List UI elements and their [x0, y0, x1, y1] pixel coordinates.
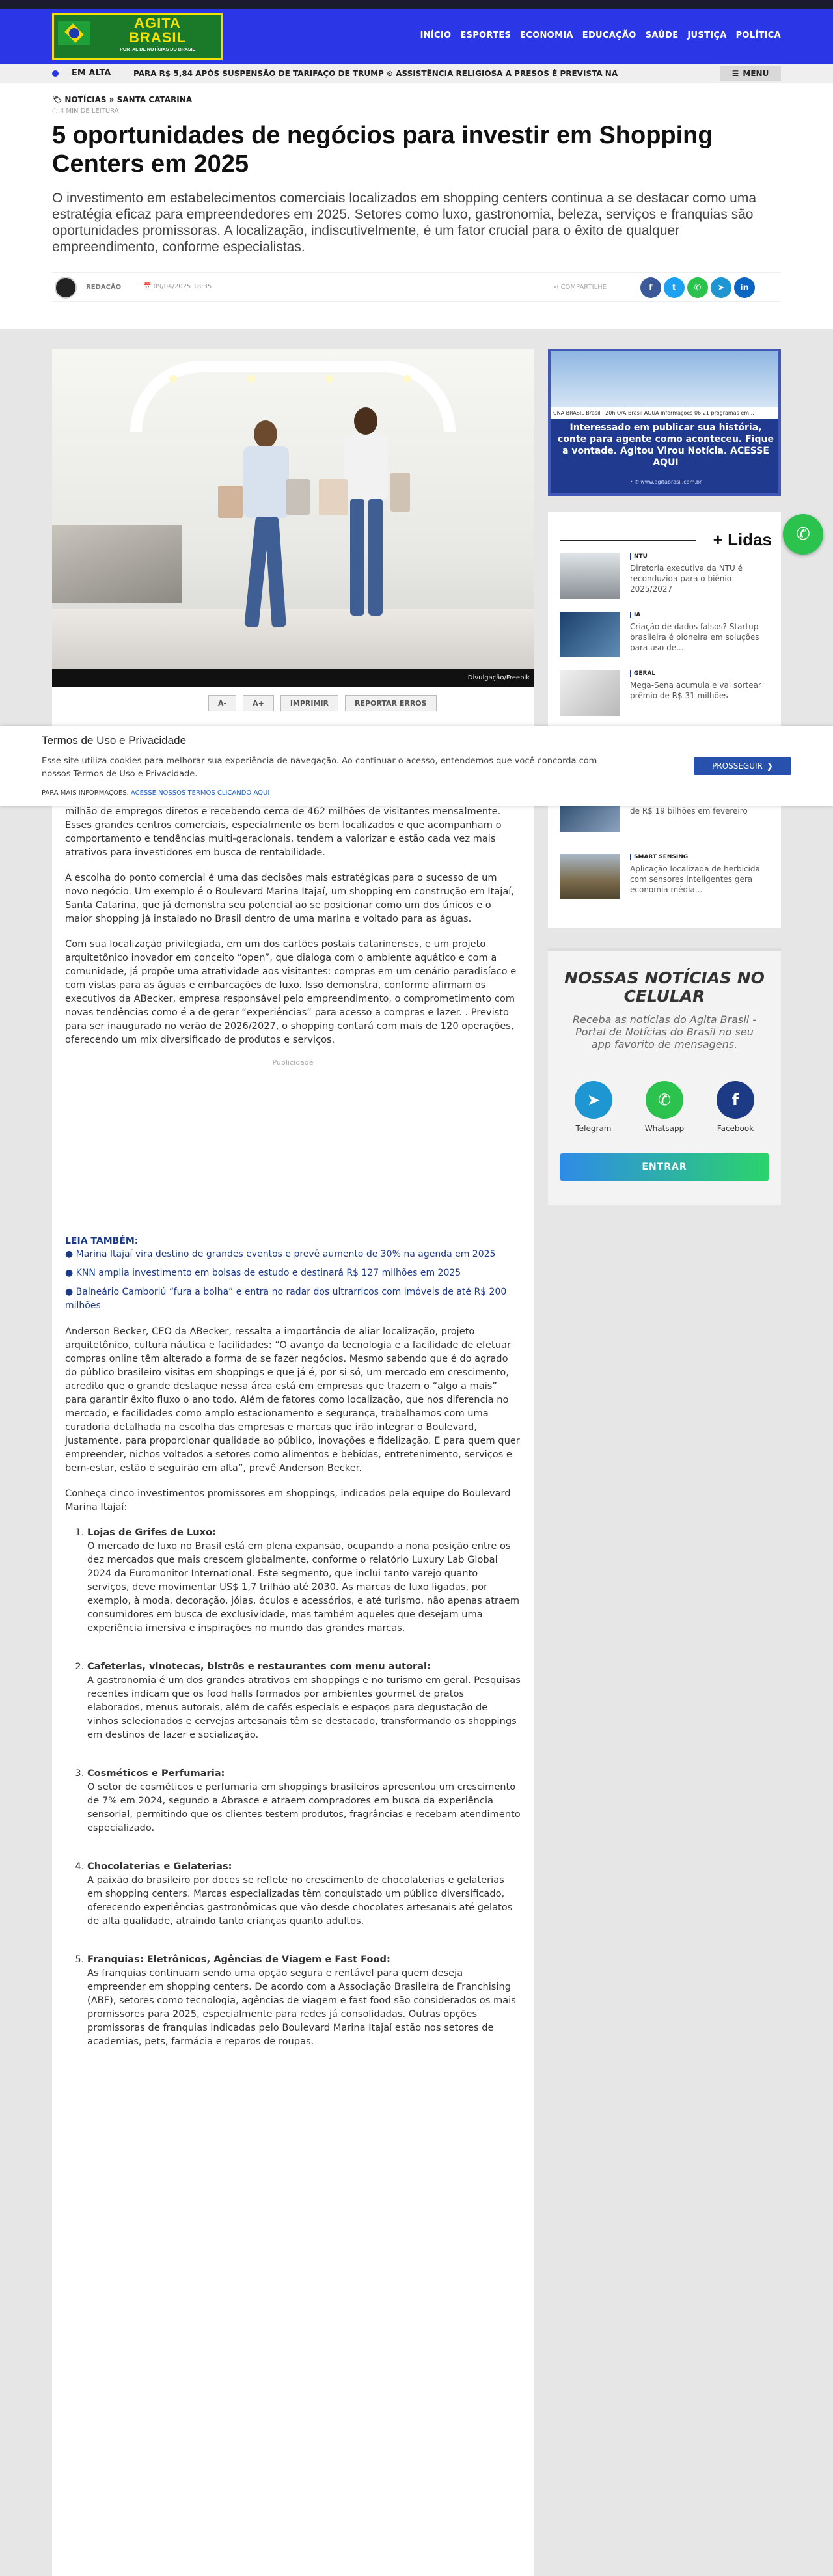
share-label — [553, 284, 607, 291]
mobile-widget-text: Receba as notícias do Agita Brasil - Portal de Notícias do Brasil no seu app favorito de mensagens. — [572, 1013, 757, 1050]
clock-icon: ◷ — [52, 107, 58, 115]
list-item — [87, 1766, 521, 1835]
most-read-title: + Lidas — [713, 530, 772, 549]
article-paragraph: Com sua localização privilegiada, em um dos cartões postais catarinenses, e um projeto arquitetônico inovador em conceito “open”, que dialoga com o ambiente aquático e com a comunidade, já propõe uma atratividade aos visitantes: compras em um cenário paradisíaco e com vistas para as águas e embarcações de luxo. Isso demonstra, conforme afirmam os executivos da ABecker, empresa responsável pelo empreendimento, o comprometimento com novas tendências como é a de gerar “experiências” para acesso a compras e lazer. . Previsto para ser inaugurado no verão de 2026/2027, o shopping contará com mais de 120 operações, oferecendo um mix diversificado de produtos e serviços. — [65, 939, 517, 1045]
related-link[interactable]: ● KNN amplia investimento em bolsas de estudo e destinará R$ 127 milhões em 2025 — [65, 1267, 521, 1280]
avatar — [55, 277, 77, 299]
news-thumbnail — [560, 670, 620, 716]
list-item-text: A gastronomia é um dos grandes atrativos em shoppings e no turismo em geral. Pesquisas recentes indicam que os food halls formados por ambientes gourmet de pratos elaborados, menus autorais, além de cafés especiais e espaços para degustação de vinhos selecionados e cervejas artesanais têm se destacado, transformando os shoppings em destinos de lazer e socialização. — [87, 1675, 521, 1740]
sidebar-ad-banner[interactable] — [548, 349, 781, 496]
whatsapp-label: Whatsapp — [644, 1124, 685, 1133]
most-read-item[interactable] — [560, 612, 769, 664]
photo-caption-bar — [52, 669, 534, 687]
telegram-share-icon[interactable]: ➤ — [711, 277, 731, 298]
photo-lamp — [247, 375, 255, 383]
list-item-text: As franquias continuam sendo uma opção segura e rentável para quem deseja empreender em shopping centers. De acordo com a Associação Brasileira de Franchising (ABF), setores como tecnologia, agências de viagem e fast food são considerados os mais promissores para 2025, especialmente para redes já consolidadas. Outras opções promissoras de franquias indicadas pelo Boulevard Marina Itajaí estão nos setores de academias, pets, farmácia e reparos de roupas. — [87, 1967, 516, 2047]
photo-bag — [390, 473, 410, 512]
author-bar — [52, 272, 781, 302]
cookie-banner — [0, 726, 833, 806]
news-title: Criação de dados falsos? Startup brasileira é pioneira em soluções para uso de... — [630, 622, 759, 652]
most-read-item[interactable] — [560, 553, 769, 605]
publish-date — [143, 283, 212, 290]
cookie-terms-link[interactable]: ACESSE NOSSOS TERMOS CLICANDO AQUI — [130, 789, 270, 797]
nav-item-educacao[interactable]: EDUCAÇÃO — [582, 31, 636, 40]
article-photo — [52, 349, 534, 687]
list-item-title: 4. Chocolaterias e Gelaterias: — [87, 1861, 232, 1872]
news-title: Aplicação localizada de herbicida com sensores inteligentes gera economia média... — [630, 864, 760, 894]
twitter-share-icon[interactable]: t — [664, 277, 685, 298]
whatsapp-icon: ✆ — [796, 525, 810, 544]
news-title: de R$ 19 bilhões em fevereiro — [630, 806, 748, 815]
news-category: GERAL — [630, 670, 655, 677]
share-label-text: COMPARTILHE — [560, 284, 607, 291]
page-title: 5 oportunidades de negócios para investir em Shopping Centers em 2025 — [52, 122, 713, 178]
ticker-text[interactable]: PARA R$ 5,84 APÓS SUSPENSÃO DE TARIFAÇO DE TRUMP ⊙ ASSISTÊNCIA RELIGIOSA A PRESOS É PREVISTA NA — [133, 69, 618, 78]
article-tools — [208, 695, 437, 711]
list-item-title: 1. Lojas de Grifes de Luxo: — [87, 1527, 216, 1538]
article-main — [52, 349, 534, 2576]
news-thumbnail — [560, 854, 620, 899]
facebook-label: Facebook — [717, 1124, 754, 1133]
most-read-item[interactable] — [560, 854, 769, 906]
nav-item-politica[interactable]: POLÍTICA — [735, 31, 781, 40]
cookie-more — [42, 789, 269, 797]
article-paragraph: milhão de empregos diretos e recebendo cerca de 462 milhões de visitantes mensalmente. Esses grandes centros comerciais, especialmente os bem localizados e que acompanham o comportamento e tendências multi-geracionais, tendem a valorizar e estão cada vez mais atrativos para investidores em busca de rentabilidade. — [65, 806, 502, 858]
facebook-share-icon[interactable]: f — [640, 277, 661, 298]
nav-item-esportes[interactable]: ESPORTES — [460, 31, 512, 40]
publish-date-label: 09/04/2025 18:35 — [153, 283, 212, 290]
hamburger-icon: ☰ — [731, 69, 739, 78]
related-heading: LEIA TAMBÉM: — [65, 1236, 139, 1246]
list-item — [87, 1660, 521, 1742]
photo-caption: Divulgação/Freepik — [467, 674, 530, 681]
news-thumbnail — [560, 612, 620, 657]
facebook-icon: f — [717, 1081, 754, 1119]
breadcrumb-separator: » — [109, 95, 115, 104]
news-ticker — [0, 64, 833, 83]
tag-icon: 🏷 — [52, 95, 62, 104]
divider — [560, 540, 696, 541]
list-item-text: O mercado de luxo no Brasil está em plena expansão, ocupando a nona posição entre os dez mercados que mais crescem globalmente, conforme o relatório Luxury Lab Global 2024 da Euromonitor International. Este segmento, que inclui tanto varejo quanto serviços, deve movimentar US$ 1,7 trilhão até 2030. As marcas de luxo ligadas, por exemplo, à moda, decoração, jóias, óculos e acessórios, e até turismo, não apenas atraem consumidores em busca de exclusividade, mas também aqueles que desejam uma experiência imersiva e inspirações no mundo das grandes marcas. — [87, 1541, 520, 1634]
list-item-title: 2. Cafeterias, vinotecas, bistrôs e restaurantes com menu autoral: — [87, 1661, 431, 1672]
related-links — [65, 1236, 521, 1313]
live-dot-icon — [52, 70, 59, 77]
font-decrease-button[interactable]: A- — [208, 695, 236, 711]
whatsapp-app-button[interactable] — [638, 1081, 690, 1133]
mobile-widget-title: NOSSAS NOTÍCIAS NO CELULAR — [564, 968, 765, 1006]
print-button[interactable]: IMPRIMIR — [280, 695, 338, 711]
ad-sub: • ✆ www.agitabrasil.com.br — [629, 479, 702, 485]
site-logo[interactable] — [52, 13, 223, 60]
article-paragraph: Anderson Becker, CEO da ABecker, ressalta a importância de aliar localização, projeto arquitetônico, cultura náutica e facilidades: “O avanço da tecnologia e a facilidade de efetuar compras online têm alterado a forma de se fazer negócios. Mesmo sabendo que é do agrado do público brasileiro visitas em shoppings e que já é, por si só, um mercado em crescimento, acredito que o grande destaque nessa área está em empresas que trazem o “algo a mais” para garantir êxito fluxo o ano todo. Além de fatores como localização, que nos diferencia no mercado, e facilidades como amplo estacionamento e segurança, trabalhamos com uma curadoria detalhada na escolha das empresas e marcas que irão integrar o Boulevard, justamente, para proporcionar qualidade ao público, inovações e fidelização. E para quem quer empreender, nichos voltados a setores como alimentos e bebidas, entretenimento, serviços e bem-estar, estão e seguirão em alta”, prevê Anderson Becker. — [65, 1326, 520, 1473]
whatsapp-share-icon[interactable]: ✆ — [687, 277, 708, 298]
photo-escalator — [52, 525, 182, 603]
telegram-icon: ➤ — [575, 1081, 612, 1119]
list-item-text: A paixão do brasileiro por doces se reflete no crescimento de chocolaterias e gelaterias em shopping centers. Marcas especializadas têm conquistado um público diversificado, oferecendo experiências gastronômicas que vão desde chocolates artesanais até gelatos de alta qualidade, atraindo tanto crianças quanto adultos. — [87, 1874, 513, 1926]
list-item-title: 5. Franquias: Eletrônicos, Agências de Viagem e Fast Food: — [87, 1954, 390, 1965]
menu-label: MENU — [743, 69, 769, 78]
cookie-title: Termos de Uso e Privacidade — [42, 734, 187, 747]
photo-floor — [52, 609, 534, 669]
article-header — [0, 83, 833, 329]
whatsapp-float-button[interactable] — [783, 514, 823, 555]
ad-image — [551, 351, 781, 410]
breadcrumb-section[interactable]: NOTÍCIAS — [64, 95, 107, 104]
menu-button[interactable] — [720, 66, 781, 81]
cookie-accept-button[interactable] — [694, 757, 791, 775]
logo-line2: BRASIL — [129, 29, 186, 46]
nav-item-economia[interactable]: ECONOMIA — [520, 31, 573, 40]
author-name[interactable]: REDAÇÃO — [86, 284, 122, 291]
list-item — [87, 1953, 521, 2048]
article-lead: O investimento em estabelecimentos comerciais localizados em shopping centers continua a se destacar como uma estratégia eficaz para empreendedores em 2025. Setores como luxo, gastronomia, beleza, serviços e franquias são oportunidades promissoras. A localização, indiscutivelmente, é um fator crucial para o êxito de qualquer empreendimento, conforme especialistas. — [52, 191, 757, 254]
most-read-widget — [548, 512, 781, 928]
report-error-button[interactable]: REPORTAR ERROS — [345, 695, 437, 711]
news-title: Diretoria executiva da NTU é reconduzida para o biênio 2025/2027 — [630, 564, 743, 594]
related-link[interactable]: ● Marina Itajaí vira destino de grandes eventos e prevê aumento de 30% na agenda em 2025 — [65, 1248, 521, 1261]
breadcrumb — [52, 95, 192, 104]
list-item-title: 3. Cosméticos e Perfumaria: — [87, 1768, 225, 1779]
whatsapp-icon: ✆ — [646, 1081, 683, 1119]
article-paragraph: A escolha do ponto comercial é uma das decisões mais estratégicas para o sucesso de um novo negócio. Um exemplo é o Boulevard Marina Itajaí, um shopping em construção em Itajaí, Santa Catarina, que já demonstra seu potencial ao se posicionar como um dos únicos e o maior shopping já instalado no Brasil dentro de uma marina e voltado para as águas. — [65, 872, 514, 924]
list-item — [87, 1526, 521, 1635]
nav-item-saude[interactable]: SAÚDE — [645, 31, 679, 40]
photo-lamp — [169, 375, 177, 383]
share-icon: ⋖ — [553, 284, 559, 291]
photo-bag — [286, 479, 310, 515]
cookie-accept-label: PROSSEGUIR — [712, 761, 763, 771]
ad-label: Publicidade — [272, 1058, 314, 1067]
cookie-more-label: PARA MAIS INFORMAÇÕES, — [42, 789, 129, 797]
telegram-label: Telegram — [575, 1124, 612, 1133]
nav-item-justica[interactable]: JUSTIÇA — [687, 31, 727, 40]
news-category: SMART SENSING — [630, 854, 688, 860]
font-increase-button[interactable]: A+ — [243, 695, 274, 711]
article-body — [65, 804, 521, 2073]
read-time — [52, 107, 119, 115]
news-category: NTU — [630, 553, 648, 560]
photo-arch — [130, 361, 456, 432]
linkedin-share-icon[interactable]: in — [734, 277, 755, 298]
chevron-right-icon: ❯ — [766, 761, 773, 771]
read-time-label: 4 MIN DE LEITURA — [59, 107, 119, 115]
most-read-item[interactable] — [560, 670, 769, 722]
calendar-icon: 📅 — [143, 283, 152, 290]
enter-button[interactable]: ENTRAR — [560, 1153, 769, 1181]
mobile-signup-widget — [548, 948, 781, 1205]
nav-item-inicio[interactable]: INÍCIO — [420, 31, 452, 40]
cookie-text: Esse site utiliza cookies para melhorar sua experiência de navegação. Ao continuar o acesso, entendemos que você concorda com nossos Termos de Uso e Privacidade. — [42, 756, 597, 779]
most-read-item[interactable] — [560, 806, 769, 832]
main-nav — [420, 31, 781, 40]
photo-lamp — [403, 375, 411, 383]
logo-line1: AGITA — [134, 15, 181, 31]
photo-bag — [319, 479, 348, 515]
ad-message: Interessado em publicar sua história, conte para agente como aconteceu. Fique a vontade. Agitou Virou Notícia. ACESSE AQUI — [558, 422, 774, 468]
news-category: IA — [630, 612, 640, 618]
facebook-app-button[interactable] — [709, 1081, 761, 1133]
photo-bag — [218, 486, 243, 518]
ticker-label: EM ALTA — [72, 68, 111, 78]
article-paragraph: Conheça cinco investimentos promissores em shoppings, indicados pela equipe do Boulevard Marina Itajaí: — [65, 1488, 511, 1513]
news-thumbnail — [560, 553, 620, 599]
ad-tv-strip: CNA BRASIL Brasil · 20h O/A Brasil ÁGUA informações 06:21 programas em... — [551, 407, 781, 419]
logo-tagline: PORTAL DE NOTÍCIAS DO BRASIL — [120, 48, 195, 52]
list-item — [87, 1859, 521, 1928]
telegram-app-button[interactable] — [567, 1081, 620, 1133]
brazil-flag-icon — [58, 21, 90, 45]
list-item-text: O setor de cosméticos e perfumaria em shoppings brasileiros apresentou um crescimento de 7% em 2024, segundo a Abrasce e atraem compradores em busca da experiência sensorial, permitindo que os clientes testem produtos, fragrâncias e recebam atendimento especializado. — [87, 1781, 521, 1833]
news-title: Mega-Sena acumula e vai sortear prêmio de R$ 31 milhões — [630, 681, 761, 700]
site-header — [0, 9, 833, 64]
top-strip — [0, 0, 833, 9]
related-link[interactable]: ● Balneário Camboriú “fura a bolha” e entra no radar dos ultrarricos com imóveis de até R$ 200 milhões — [65, 1285, 521, 1313]
opportunity-list — [65, 1526, 521, 2048]
photo-lamp — [325, 375, 333, 383]
breadcrumb-sub[interactable]: SANTA CATARINA — [116, 95, 193, 104]
